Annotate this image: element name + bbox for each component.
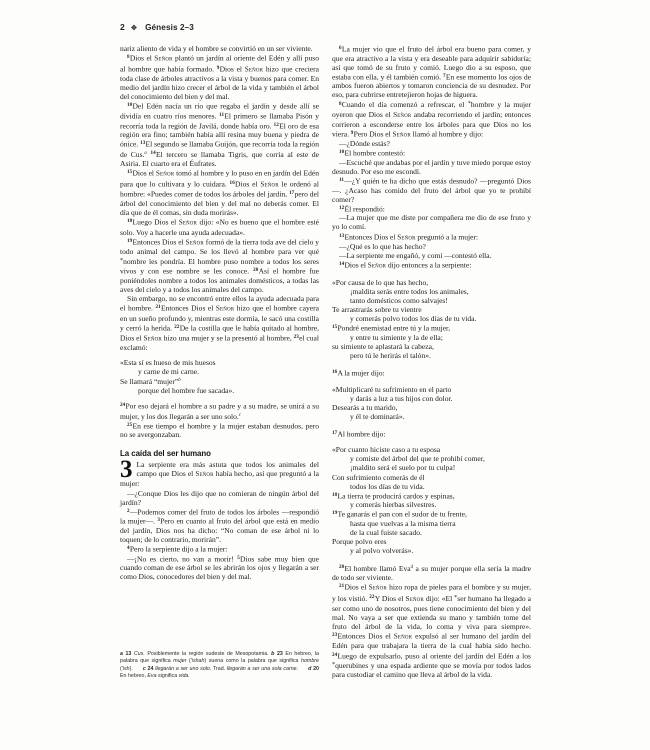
poem-line: «Esta sí es hueso de mis huesos — [120, 358, 216, 368]
paragraph: $^{18}$Luego Dios el Señor dijo: «No es bueno que el hombre esté solo. Voy a hacerle una ayuda adecuada». — [120, 217, 319, 237]
page-folio-number: 2 — [120, 22, 125, 32]
poem-line: $^{15}$Pondré enemistad entre tú y la mujer, — [332, 323, 451, 333]
paragraph: —La serpiente me engañó, y comí —contestó ella. — [339, 251, 492, 261]
paragraph: —¿Dónde estás? — [339, 139, 390, 149]
ornament-icon: ✥ — [130, 24, 138, 32]
paragraph: $^6$La mujer vio que el fruto del árbol era bueno para comer, y que era atractivo a la vista y era deseable para adquirir sabiduría; así que tomó de su fruto y comió. Luego dio a su esposo, que estaba con ella, y él también comió. $^7$En ese momento los ojos de ambos fueron abiertos y tomaron conciencia de su desnudez. Por eso, para cubrirse entretejieron hojas de higuera. — [332, 44, 531, 100]
poem-line: Porque polvo eres — [332, 537, 387, 547]
poem-line: pero tú le herirás el talón». — [350, 350, 431, 360]
poem-line: y comerás polvo todos los días de tu vida. — [350, 314, 477, 324]
paragraph: —¿Conque Dios les dijo que no comieran de ningún árbol del jardín? — [120, 488, 319, 507]
poem-line: de la cual fuiste sacado. — [350, 527, 422, 537]
paragraph: $^4$Pero la serpiente dijo a la mujer: — [127, 544, 228, 554]
footnotes-block — [120, 645, 319, 680]
paragraph: $^{17}$Al hombre dijo: — [332, 429, 386, 439]
poem-line: y comiste del árbol del que te prohibí comer, — [350, 454, 485, 464]
poem-line: y carne de mi carne. — [138, 367, 199, 377]
paragraph: —¿Qué es lo que has hecho? — [339, 242, 426, 252]
paragraph: —La mujer que me diste por compañera me dio de ese fruto y yo lo comí. — [332, 213, 531, 232]
paragraph: $^{16}$A la mujer dijo: — [332, 368, 385, 378]
poem-stanza-man-curse — [332, 445, 531, 555]
poem-line: y darás a luz a tus hijos con dolor. — [350, 393, 453, 403]
paragraph: $^{10}$Del Edén nacía un río que regaba el jardín y desde allí se dividía en cuatro ríos menores. $^{11}$El primero se llamaba Pisón y recorría toda la región de Javilá, donde había oro. $^{12}$El oro de esa región era fino; también había allí resina muy buena y piedra de ónice. $^{13}$El segundo se llamaba Guijón, que recorría toda la región de Cus.$^a$ $^{14}$El tercero se llamaba Tigris, que corría al este de Asiria. El cuarto era el Éufrates. — [120, 102, 319, 168]
poem-line: su simiente te aplastará la cabeza, — [332, 341, 434, 351]
section-heading: La caída del ser humano — [120, 449, 211, 459]
poem-line: «Por cuanto hiciste caso a tu esposa — [332, 445, 441, 455]
paragraph: $^{21}$Dios el Señor hizo ropa de pieles para el hombre y su mujer, y los vistió. $^{22}$Y Dios el Señor dijo: «El *ser humano ha llegado a ser como uno de nosotros, pues tiene conocimiento del bien y del mal. No vaya a ser que extienda su mano y también tome del fruto del árbol de la vida, lo coma y viva para siempre». $^{23}$Entonces Dios el Señor expulsó al ser humano del jardín del Edén para que trabajara la tierra de la cual había sido hecho. $^{24}$Luego de expulsarlo, puso al oriente del jardín del Edén a los *querubines y una espada ardiente que se movía por todos lados para custodiar el camino que lleva al árbol de la vida. — [332, 582, 532, 680]
chapter-number-dropcap: 3 — [120, 456, 133, 484]
paragraph: $^8$Dios el Señor plantó un jardín al oriente del Edén y allí puso al hombre que había formado. $^9$Dios el Señor hizo que creciera toda clase de árboles atractivos a la vista y buenos para comer. En medio del jardín hizo crecer el árbol de la vida y también el árbol del conocimiento del bien y del mal. — [120, 53, 320, 102]
text-columns — [120, 44, 532, 680]
poem-line: Te arrastrarás sobre tu vientre — [332, 305, 422, 315]
paragraph: $^{25}$En ese tiempo el hombre y la mujer estaban desnudos, pero no se avergonzaban. — [120, 421, 319, 440]
poem-line: y comerás hierbas silvestres. — [350, 500, 437, 510]
poem-line: ¡maldito será el suelo por tu culpa! — [350, 463, 456, 473]
poem-line: hasta que vuelvas a la misma tierra — [350, 518, 456, 528]
poem-line: y él te dominará». — [350, 411, 405, 421]
column-left — [120, 44, 319, 680]
poem-line: «Por causa de lo que has hecho, — [332, 277, 429, 287]
paragraph: Sin embargo, no se encontró entre ellos la ayuda adecuada para el hombre. $^{21}$Entonces Dios el Señor hizo que el hombre cayera en un sueño profundo y, mientras este dormía, le sacó una costilla y cerró la herida. $^{22}$De la costilla que le había quitado al hombre, Dios el Señor hizo una mujer y se la presentó al hombre, $^{23}$el cual exclamó: — [120, 294, 320, 353]
paragraph: $^{10}$El hombre contestó: — [339, 148, 406, 158]
paragraph: $^8$Cuando el día comenzó a refrescar, el *hombre y la mujer oyeron que Dios el Señor andaba recorriendo el jardín; entonces corrieron a esconderse entre los árboles para que Dios no los viera. $^9$Pero Dios el Señor llamó al hombre y dijo: — [332, 100, 531, 139]
poem-line: Con sufrimiento comerás de él — [332, 472, 425, 482]
paragraph: La serpiente era más astuta que todos los animales del campo que Dios el Señor había hecho, así que preguntó a la mujer: — [120, 460, 319, 489]
chapter-opening — [120, 456, 319, 489]
paragraph: $^{15}$Dios el Señor tomó al hombre y lo puso en en jardín del Edén para que lo cultivara y lo cuidara. $^{16}$Dios el Señor le ordenó al hombre: «Puedes comer de todos los árboles del jardín, $^{17}$pero del árbol del conocimiento del bien y del mal no deberás comer. El día que de él comas, sin duda morirás». — [120, 168, 319, 217]
poem-line: porque del hombre fue sacada». — [138, 386, 235, 396]
poem-line: ¡maldita serás entre todos los animales, — [350, 286, 469, 296]
paragraph: —Escuché que andabas por el jardín y tuve miedo porque estoy desnudo. Por eso me escondí. — [332, 157, 531, 176]
poem-stanza-serpent-curse — [332, 278, 531, 360]
paragraph: $^{24}$Por eso dejará el hombre a su padre y a su madre, se unirá a su mujer, y los dos llegarán a ser uno solo.$^c$ — [120, 401, 319, 421]
paragraph: $^{13}$Entonces Dios el Señor preguntó a la mujer: — [339, 232, 479, 242]
column-left-flow — [120, 44, 319, 636]
poem-line: $^{19}$Te ganarás el pan con el sudor de tu frente, — [332, 509, 467, 519]
book-chapter-reference: Génesis 2–3 — [145, 23, 194, 32]
poem-line: $^{18}$La tierra te producirá cardos y espinas, — [332, 491, 455, 501]
footnote-text: a 13 Cus. Posiblemente la región sudeste de Mesopotamia. b 23 En hebreo, la palabra que significa mujer ('ishah) suena como la palabra que significa hombre ('ish). c 24 llegarán a ser uno solo. Trad. llegarán a ser una sola carne. d 20 En hebreo, Eva significa vida. — [120, 651, 319, 679]
poem-stanza-woman-from-man — [120, 358, 319, 395]
paragraph: $^{14}$Dios el Señor dijo entonces a la serpiente: — [339, 260, 472, 270]
poem-line: y entre tu simiente y la de ella; — [350, 332, 443, 342]
paragraph: $^{12}$Él respondió: — [339, 204, 385, 214]
column-right — [332, 44, 531, 680]
poem-line: y al polvo volverás». — [350, 546, 414, 556]
poem-stanza-woman-curse — [332, 385, 531, 421]
poem-line: «Multiplicaré tu sufrimiento en el parto — [332, 384, 452, 394]
paragraph: $^2$—Podemos comer del fruto de todos los árboles —respondió la mujer—. $^3$Pero en cuanto al fruto del árbol que está en medio del jardín, Dios nos ha dicho: “No coman de ese árbol ni lo toquen; de lo contrario, morirán”. — [120, 507, 319, 544]
running-head — [120, 22, 532, 32]
poem-line: todos los días de tu vida. — [350, 481, 425, 491]
paragraph: $^{20}$El hombre llamó Eva$^d$ a su mujer porque ella sería la madre de todo ser viviente. — [332, 563, 532, 582]
paragraph: $^{11}$—¿Y quién te ha dicho que estás desnudo? —preguntó Dios—. ¿Acaso has comido del fruto del árbol que yo te prohibí comer? — [332, 176, 531, 204]
poem-line: Desearás a tu marido, — [332, 402, 398, 412]
paragraph: nariz aliento de vida y el hombre se convirtió en un ser viviente. — [120, 44, 313, 53]
poem-line: tanto domésticos como salvajes! — [350, 295, 448, 305]
paragraph: —¡No es cierto, no van a morir! $^5$Dios sabe muy bien que cuando coman de ese árbol se les abrirán los ojos y llegarán a ser como Dios, conocedores del bien y del mal. — [120, 554, 320, 582]
paragraph: $^{19}$Entonces Dios el Señor formó de la tierra toda ave del cielo y todo animal del campo. Se los llevó al hombre para ver qué *nombre les pondría. El hombre puso nombre a todos los seres vivos y con ese nombre se les conoce. $^{20}$Así el hombre fue poniéndoles nombre a todos los animales domésticos, a todas las aves del cielo y a todos los animales del campo. — [120, 237, 320, 295]
poem-line: Se llamará “mujer”$^b$ — [120, 377, 181, 387]
